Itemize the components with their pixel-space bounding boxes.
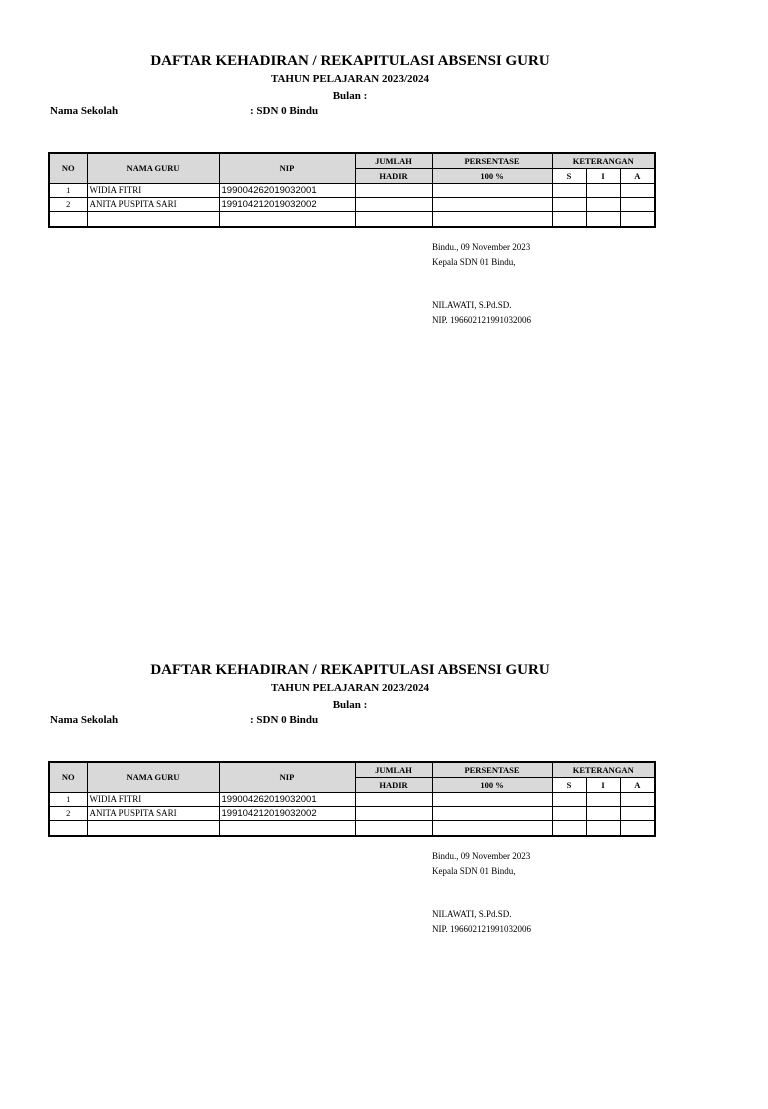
row-i: [586, 184, 620, 198]
place-date: Bindu., 09 November 2023: [432, 242, 531, 252]
month-label: Bulan :: [332, 699, 368, 711]
row-no: 2: [49, 807, 87, 821]
row-name: ANITA PUSPITA SARI: [87, 807, 219, 821]
row-s: [552, 198, 586, 212]
header-percent: 100 %: [432, 169, 552, 184]
signer-name: NILAWATI, S.Pd.SD.: [432, 300, 512, 310]
row-s: [552, 184, 586, 198]
header-i: I: [586, 169, 620, 184]
header-persentase: PERSENTASE: [432, 153, 552, 169]
table-row: [49, 184, 655, 198]
header-nama-guru: NAMA GURU: [87, 153, 219, 184]
document-title: DAFTAR KEHADIRAN / REKAPITULASI ABSENSI GURU: [150, 662, 550, 678]
row-no: 1: [49, 793, 87, 807]
signer-nip: NIP. 196602121991032006: [432, 315, 532, 325]
header-s: S: [552, 778, 586, 793]
signer-name: NILAWATI, S.Pd.SD.: [432, 909, 512, 919]
row-nip: 199004262019032001: [219, 793, 355, 807]
month-label: Bulan :: [332, 90, 368, 102]
row-persentase: [432, 807, 552, 821]
attendance-sheet-2: [0, 609, 768, 1109]
header-nama-guru: NAMA GURU: [87, 762, 219, 793]
signer-position: Kepala SDN 01 Bindu,: [432, 257, 516, 267]
table-row: [49, 793, 655, 807]
header-no: NO: [49, 153, 87, 184]
school-name-value: : SDN 0 Bindu: [250, 105, 319, 117]
row-i: [586, 807, 620, 821]
row-nip: 199104212019032002: [219, 198, 355, 212]
header-s: S: [552, 169, 586, 184]
header-a: A: [620, 778, 655, 793]
header-a: A: [620, 169, 655, 184]
attendance-table: [48, 761, 656, 837]
row-a: [620, 198, 655, 212]
row-jumlah: [355, 793, 432, 807]
place-date: Bindu., 09 November 2023: [432, 851, 531, 861]
table-row: [49, 198, 655, 212]
row-s: [552, 807, 586, 821]
row-jumlah: [355, 198, 432, 212]
signer-nip: NIP. 196602121991032006: [432, 924, 532, 934]
attendance-table: [48, 152, 656, 228]
row-persentase: [432, 198, 552, 212]
table-row-empty: [49, 821, 655, 837]
row-no: 1: [49, 184, 87, 198]
row-persentase: [432, 793, 552, 807]
header-hadir: HADIR: [355, 778, 432, 793]
table-row: [49, 807, 655, 821]
header-jumlah: JUMLAH: [355, 762, 432, 778]
row-name: ANITA PUSPITA SARI: [87, 198, 219, 212]
school-name-value: : SDN 0 Bindu: [250, 714, 319, 726]
header-keterangan: KETERANGAN: [552, 762, 655, 778]
row-name: WIDIA FITRI: [87, 184, 219, 198]
row-i: [586, 793, 620, 807]
signer-position: Kepala SDN 01 Bindu,: [432, 866, 516, 876]
header-no: NO: [49, 762, 87, 793]
row-a: [620, 807, 655, 821]
academic-year: TAHUN PELAJARAN 2023/2024: [270, 73, 430, 85]
row-a: [620, 793, 655, 807]
header-hadir: HADIR: [355, 169, 432, 184]
school-name-label: Nama Sekolah: [50, 714, 119, 726]
school-name-label: Nama Sekolah: [50, 105, 119, 117]
academic-year: TAHUN PELAJARAN 2023/2024: [270, 682, 430, 694]
row-i: [586, 198, 620, 212]
header-i: I: [586, 778, 620, 793]
header-nip: NIP: [219, 153, 355, 184]
row-nip: 199104212019032002: [219, 807, 355, 821]
attendance-sheet-1: [0, 0, 768, 500]
header-keterangan: KETERANGAN: [552, 153, 655, 169]
row-jumlah: [355, 807, 432, 821]
row-name: WIDIA FITRI: [87, 793, 219, 807]
row-persentase: [432, 184, 552, 198]
table-row-empty: [49, 212, 655, 228]
row-nip: 199004262019032001: [219, 184, 355, 198]
signature-block: [432, 849, 531, 937]
header-percent: 100 %: [432, 778, 552, 793]
row-s: [552, 793, 586, 807]
header-persentase: PERSENTASE: [432, 762, 552, 778]
row-jumlah: [355, 184, 432, 198]
header-nip: NIP: [219, 762, 355, 793]
header-jumlah: JUMLAH: [355, 153, 432, 169]
row-no: 2: [49, 198, 87, 212]
signature-block: [432, 240, 531, 328]
row-a: [620, 184, 655, 198]
document-title: DAFTAR KEHADIRAN / REKAPITULASI ABSENSI GURU: [150, 53, 550, 69]
